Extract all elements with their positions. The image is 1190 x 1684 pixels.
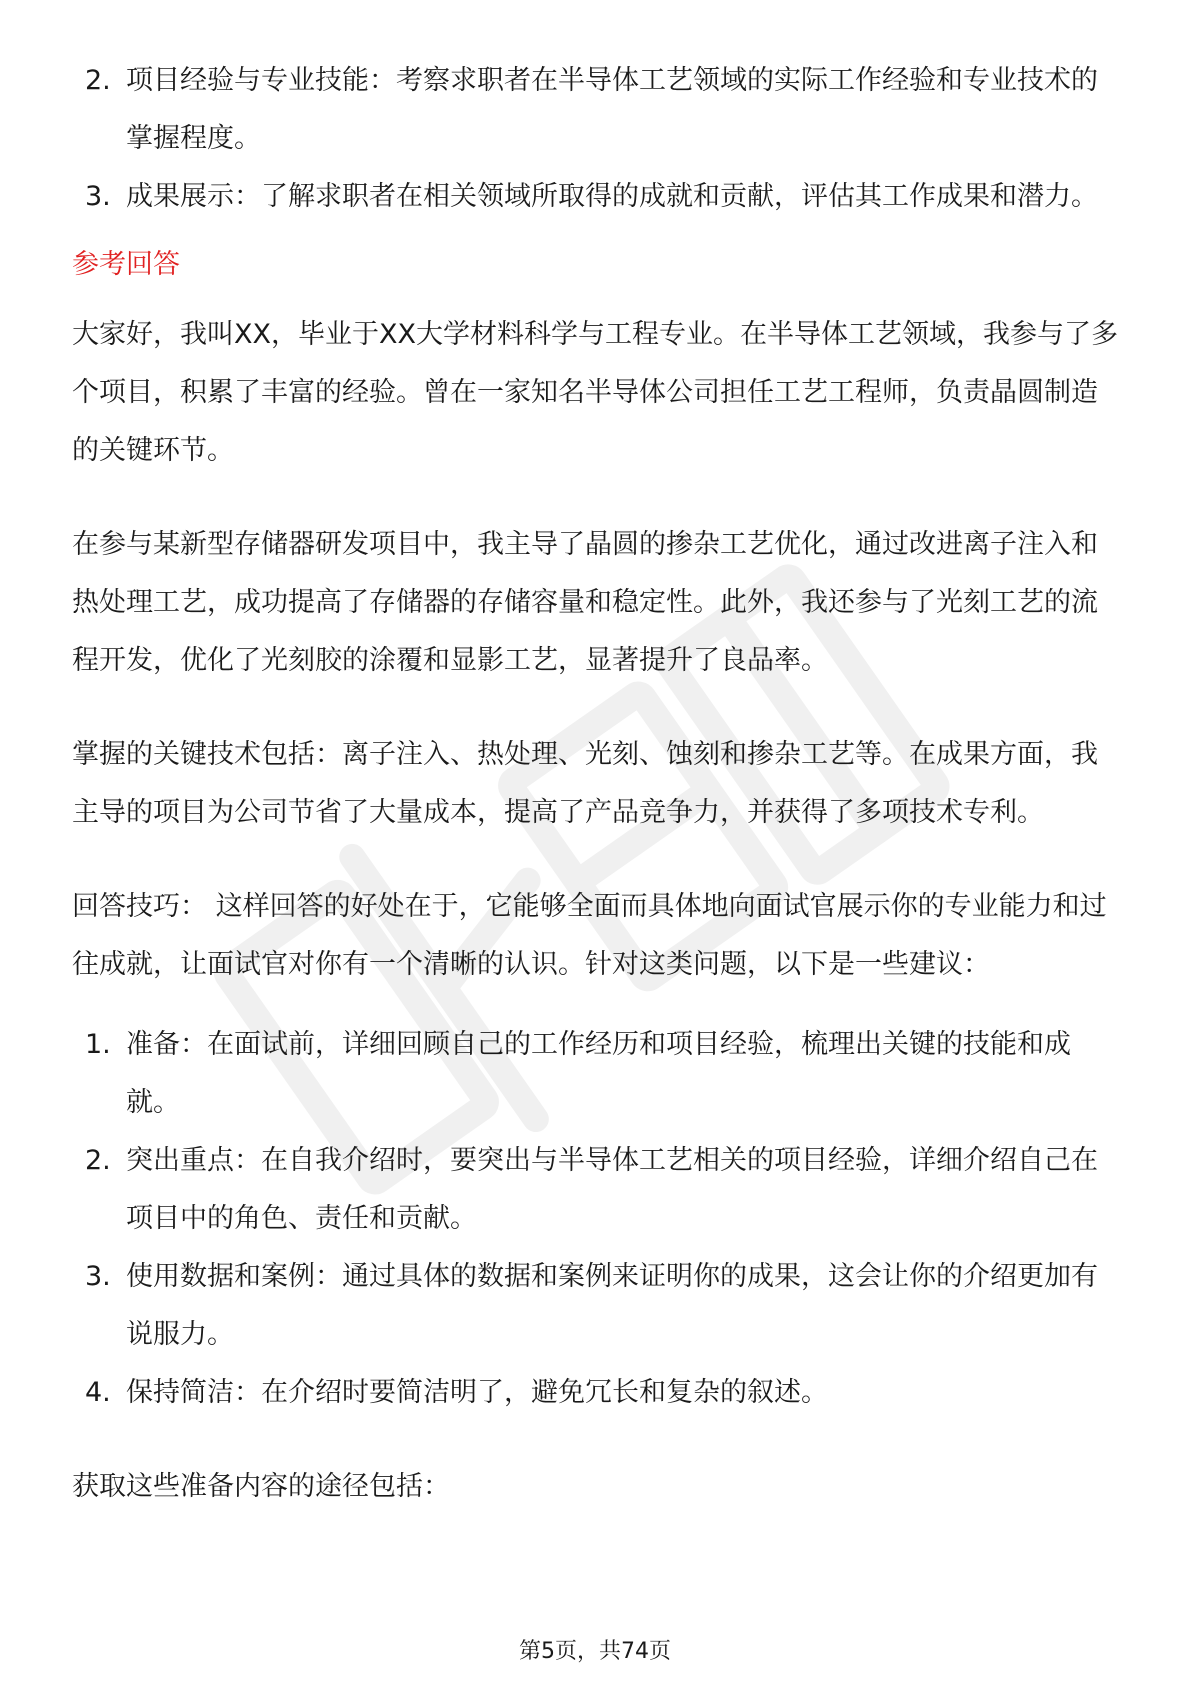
list-item xyxy=(72,1132,1120,1248)
list-text: 保持简洁：在介绍时要简洁明了，避免冗长和复杂的叙述。 xyxy=(126,1377,828,1408)
list-item xyxy=(72,1016,1120,1132)
list-number: 3. xyxy=(85,181,111,212)
paragraph: 掌握的关键技术包括：离子注入、热处理、光刻、蚀刻和掺杂工艺等。在成果方面，我主导的项目为公司节省了大量成本，提高了产品竞争力，并获得了多项技术专利。 xyxy=(72,739,1098,828)
list-item xyxy=(72,168,1120,226)
section-title: 参考回答 xyxy=(72,249,180,280)
list-text: 使用数据和案例：通过具体的数据和案例来证明你的成果，这会让你的介绍更加有说服力。 xyxy=(126,1261,1098,1350)
list-item xyxy=(72,52,1120,168)
paragraph: 回答技巧： 这样回答的好处在于，它能够全面而具体地向面试官展示你的专业能力和过往成就，让面试官对你有一个清晰的认识。针对这类问题，以下是一些建议： xyxy=(72,891,1107,980)
list-text: 成果展示：了解求职者在相关领域所取得的成就和贡献，评估其工作成果和潜力。 xyxy=(126,181,1098,212)
paragraph: 大家好，我叫XX，毕业于XX大学材料科学与工程专业。在半导体工艺领域，我参与了多个项目，积累了丰富的经验。曾在一家知名半导体公司担任工艺工程师，负责晶圆制造的关键环节。 xyxy=(72,319,1118,466)
list-number: 2. xyxy=(85,65,111,96)
paragraph: 在参与某新型存储器研发项目中，我主导了晶圆的掺杂工艺优化，通过改进离子注入和热处理工艺，成功提高了存储器的存储容量和稳定性。此外，我还参与了光刻工艺的流程开发，优化了光刻胶的涂覆和显影工艺，显著提升了良品率。 xyxy=(72,529,1098,676)
list-number: 3. xyxy=(85,1261,111,1292)
list-item xyxy=(72,1248,1120,1364)
list-number: 1. xyxy=(85,1029,111,1060)
document-page xyxy=(72,52,1120,1516)
list-item xyxy=(72,1364,1120,1422)
tips-list xyxy=(72,1016,1120,1422)
page-footer: 第5页，共74页 xyxy=(519,1639,671,1664)
criteria-list xyxy=(72,52,1120,226)
list-text: 项目经验与专业技能：考察求职者在半导体工艺领域的实际工作经验和专业技术的掌握程度。 xyxy=(126,65,1098,154)
closing-paragraph: 获取这些准备内容的途径包括： xyxy=(72,1471,450,1502)
list-text: 突出重点：在自我介绍时，要突出与半导体工艺相关的项目经验，详细介绍自己在项目中的角色、责任和贡献。 xyxy=(126,1145,1098,1234)
list-text: 准备：在面试前，详细回顾自己的工作经历和项目经验，梳理出关键的技能和成就。 xyxy=(126,1029,1071,1118)
list-number: 4. xyxy=(85,1377,111,1408)
list-number: 2. xyxy=(85,1145,111,1176)
